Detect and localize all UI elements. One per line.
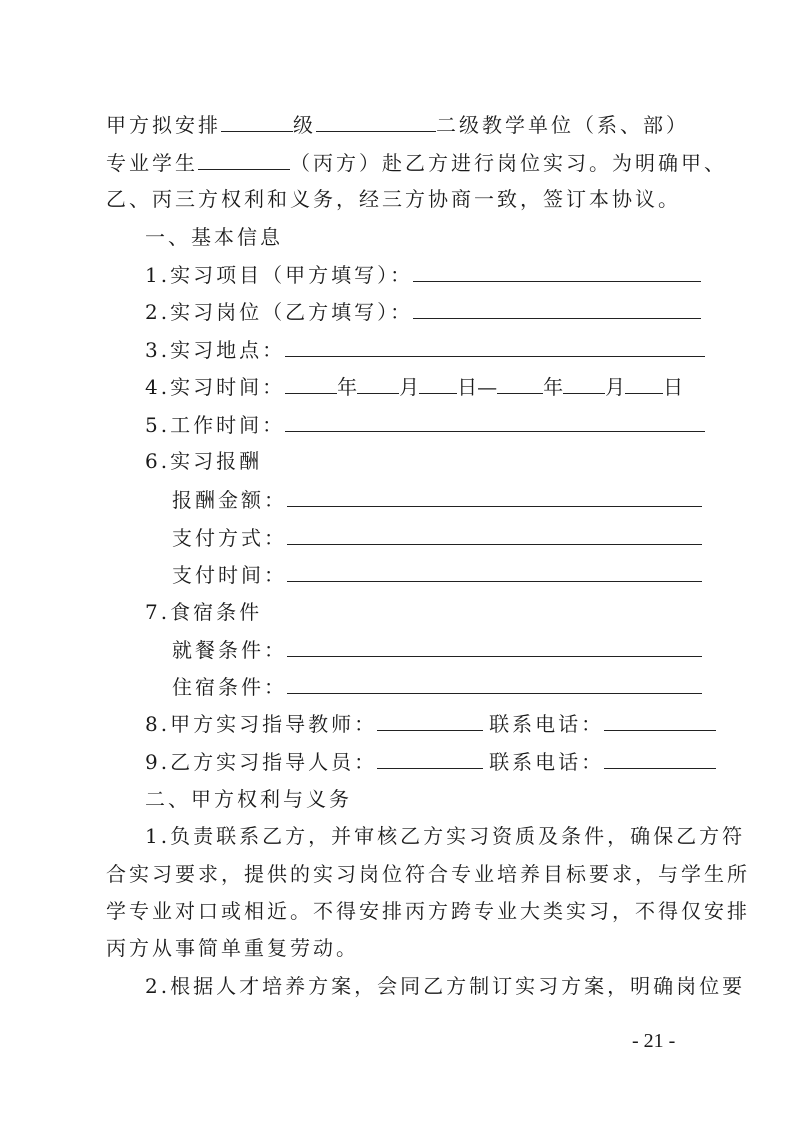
end-day-blank bbox=[625, 371, 663, 394]
end-month-blank bbox=[563, 371, 605, 394]
start-month-blank bbox=[357, 371, 399, 394]
lodging-blank bbox=[287, 671, 702, 694]
field-work-hours bbox=[145, 409, 705, 439]
paragraph-line: 学专业对口或相近。不得安排丙方跨专业大类实习，不得仅安排 bbox=[106, 899, 750, 923]
field-position bbox=[145, 296, 701, 326]
field-label: 2.实习岗位（乙方填写）： bbox=[145, 300, 414, 324]
field-payment-time bbox=[172, 559, 702, 589]
work-hours-blank bbox=[285, 409, 705, 432]
intro-text: 甲方拟安排 bbox=[106, 113, 221, 137]
intro-line-1 bbox=[106, 109, 689, 139]
amount-blank bbox=[287, 484, 702, 507]
intro-text: 级 bbox=[293, 113, 316, 137]
section-heading-party-a: 二、甲方权利与义务 bbox=[145, 787, 352, 811]
field-company-tutor bbox=[145, 746, 716, 776]
field-label: 8.甲方实习指导教师： bbox=[145, 712, 378, 736]
section-heading-basic-info: 一、基本信息 bbox=[145, 225, 283, 249]
department-blank bbox=[316, 109, 436, 132]
field-compensation-heading: 6.实习报酬 bbox=[145, 449, 263, 473]
position-blank bbox=[413, 296, 701, 319]
payment-method-blank bbox=[287, 522, 702, 545]
intro-line-3: 乙、丙三方权利和义务，经三方协商一致，签订本协议。 bbox=[106, 187, 681, 211]
project-blank bbox=[413, 259, 701, 282]
intro-text: 二级教学单位（系、部） bbox=[436, 113, 689, 137]
company-tutor-blank bbox=[377, 746, 483, 769]
paragraph-line: 2.根据人才培养方案，会同乙方制订实习方案，明确岗位要 bbox=[145, 974, 746, 998]
field-label: 报酬金额： bbox=[172, 488, 287, 512]
field-duration bbox=[145, 371, 683, 401]
field-label: 4.实习时间： bbox=[145, 375, 286, 399]
major-blank bbox=[198, 147, 290, 170]
field-label: 1.实习项目（甲方填写）： bbox=[145, 263, 414, 287]
page-number: - 21 - bbox=[632, 1030, 676, 1052]
date-unit: 月 bbox=[399, 375, 420, 399]
field-project bbox=[145, 259, 701, 289]
field-board-heading: 7.食宿条件 bbox=[145, 600, 263, 624]
end-year-blank bbox=[497, 371, 543, 394]
field-payment-method bbox=[172, 522, 702, 552]
date-unit: 月 bbox=[605, 375, 626, 399]
paragraph-line: 合实习要求，提供的实习岗位符合专业培养目标要求，与学生所 bbox=[106, 862, 750, 886]
company-tutor-phone-blank bbox=[604, 746, 716, 769]
field-lodging bbox=[172, 671, 702, 701]
field-label: 住宿条件： bbox=[172, 675, 287, 699]
school-tutor-blank bbox=[377, 708, 483, 731]
location-blank bbox=[285, 334, 705, 357]
date-unit: 年 bbox=[543, 375, 564, 399]
paragraph-line: 丙方从事简单重复劳动。 bbox=[106, 936, 359, 960]
field-label: 联系电话： bbox=[489, 750, 605, 774]
intro-text: 专业学生 bbox=[106, 151, 198, 175]
date-unit: 日 bbox=[663, 375, 684, 399]
start-day-blank bbox=[419, 371, 457, 394]
paragraph-line: 1.负责联系乙方，并审核乙方实习资质及条件，确保乙方符 bbox=[145, 824, 746, 848]
school-tutor-phone-blank bbox=[604, 708, 716, 731]
date-unit: 年 bbox=[337, 375, 358, 399]
field-label: 支付方式： bbox=[172, 526, 287, 550]
start-year-blank bbox=[285, 371, 337, 394]
intro-text: （丙方）赴乙方进行岗位实习。为明确甲、 bbox=[290, 151, 727, 175]
field-label: 就餐条件： bbox=[172, 638, 287, 662]
field-label: 9.乙方实习指导人员： bbox=[145, 750, 378, 774]
payment-time-blank bbox=[287, 559, 702, 582]
field-compensation-amount bbox=[172, 484, 702, 514]
field-label: 支付时间： bbox=[172, 563, 287, 587]
intro-line-2 bbox=[106, 147, 727, 177]
field-meal bbox=[172, 634, 702, 664]
date-unit: 日— bbox=[457, 375, 498, 399]
field-location bbox=[145, 334, 705, 364]
field-label: 5.工作时间： bbox=[145, 413, 286, 437]
field-label: 联系电话： bbox=[489, 712, 605, 736]
meal-blank bbox=[287, 634, 702, 657]
grade-blank bbox=[221, 109, 293, 132]
field-label: 3.实习地点： bbox=[145, 338, 286, 362]
field-school-tutor bbox=[145, 708, 716, 738]
